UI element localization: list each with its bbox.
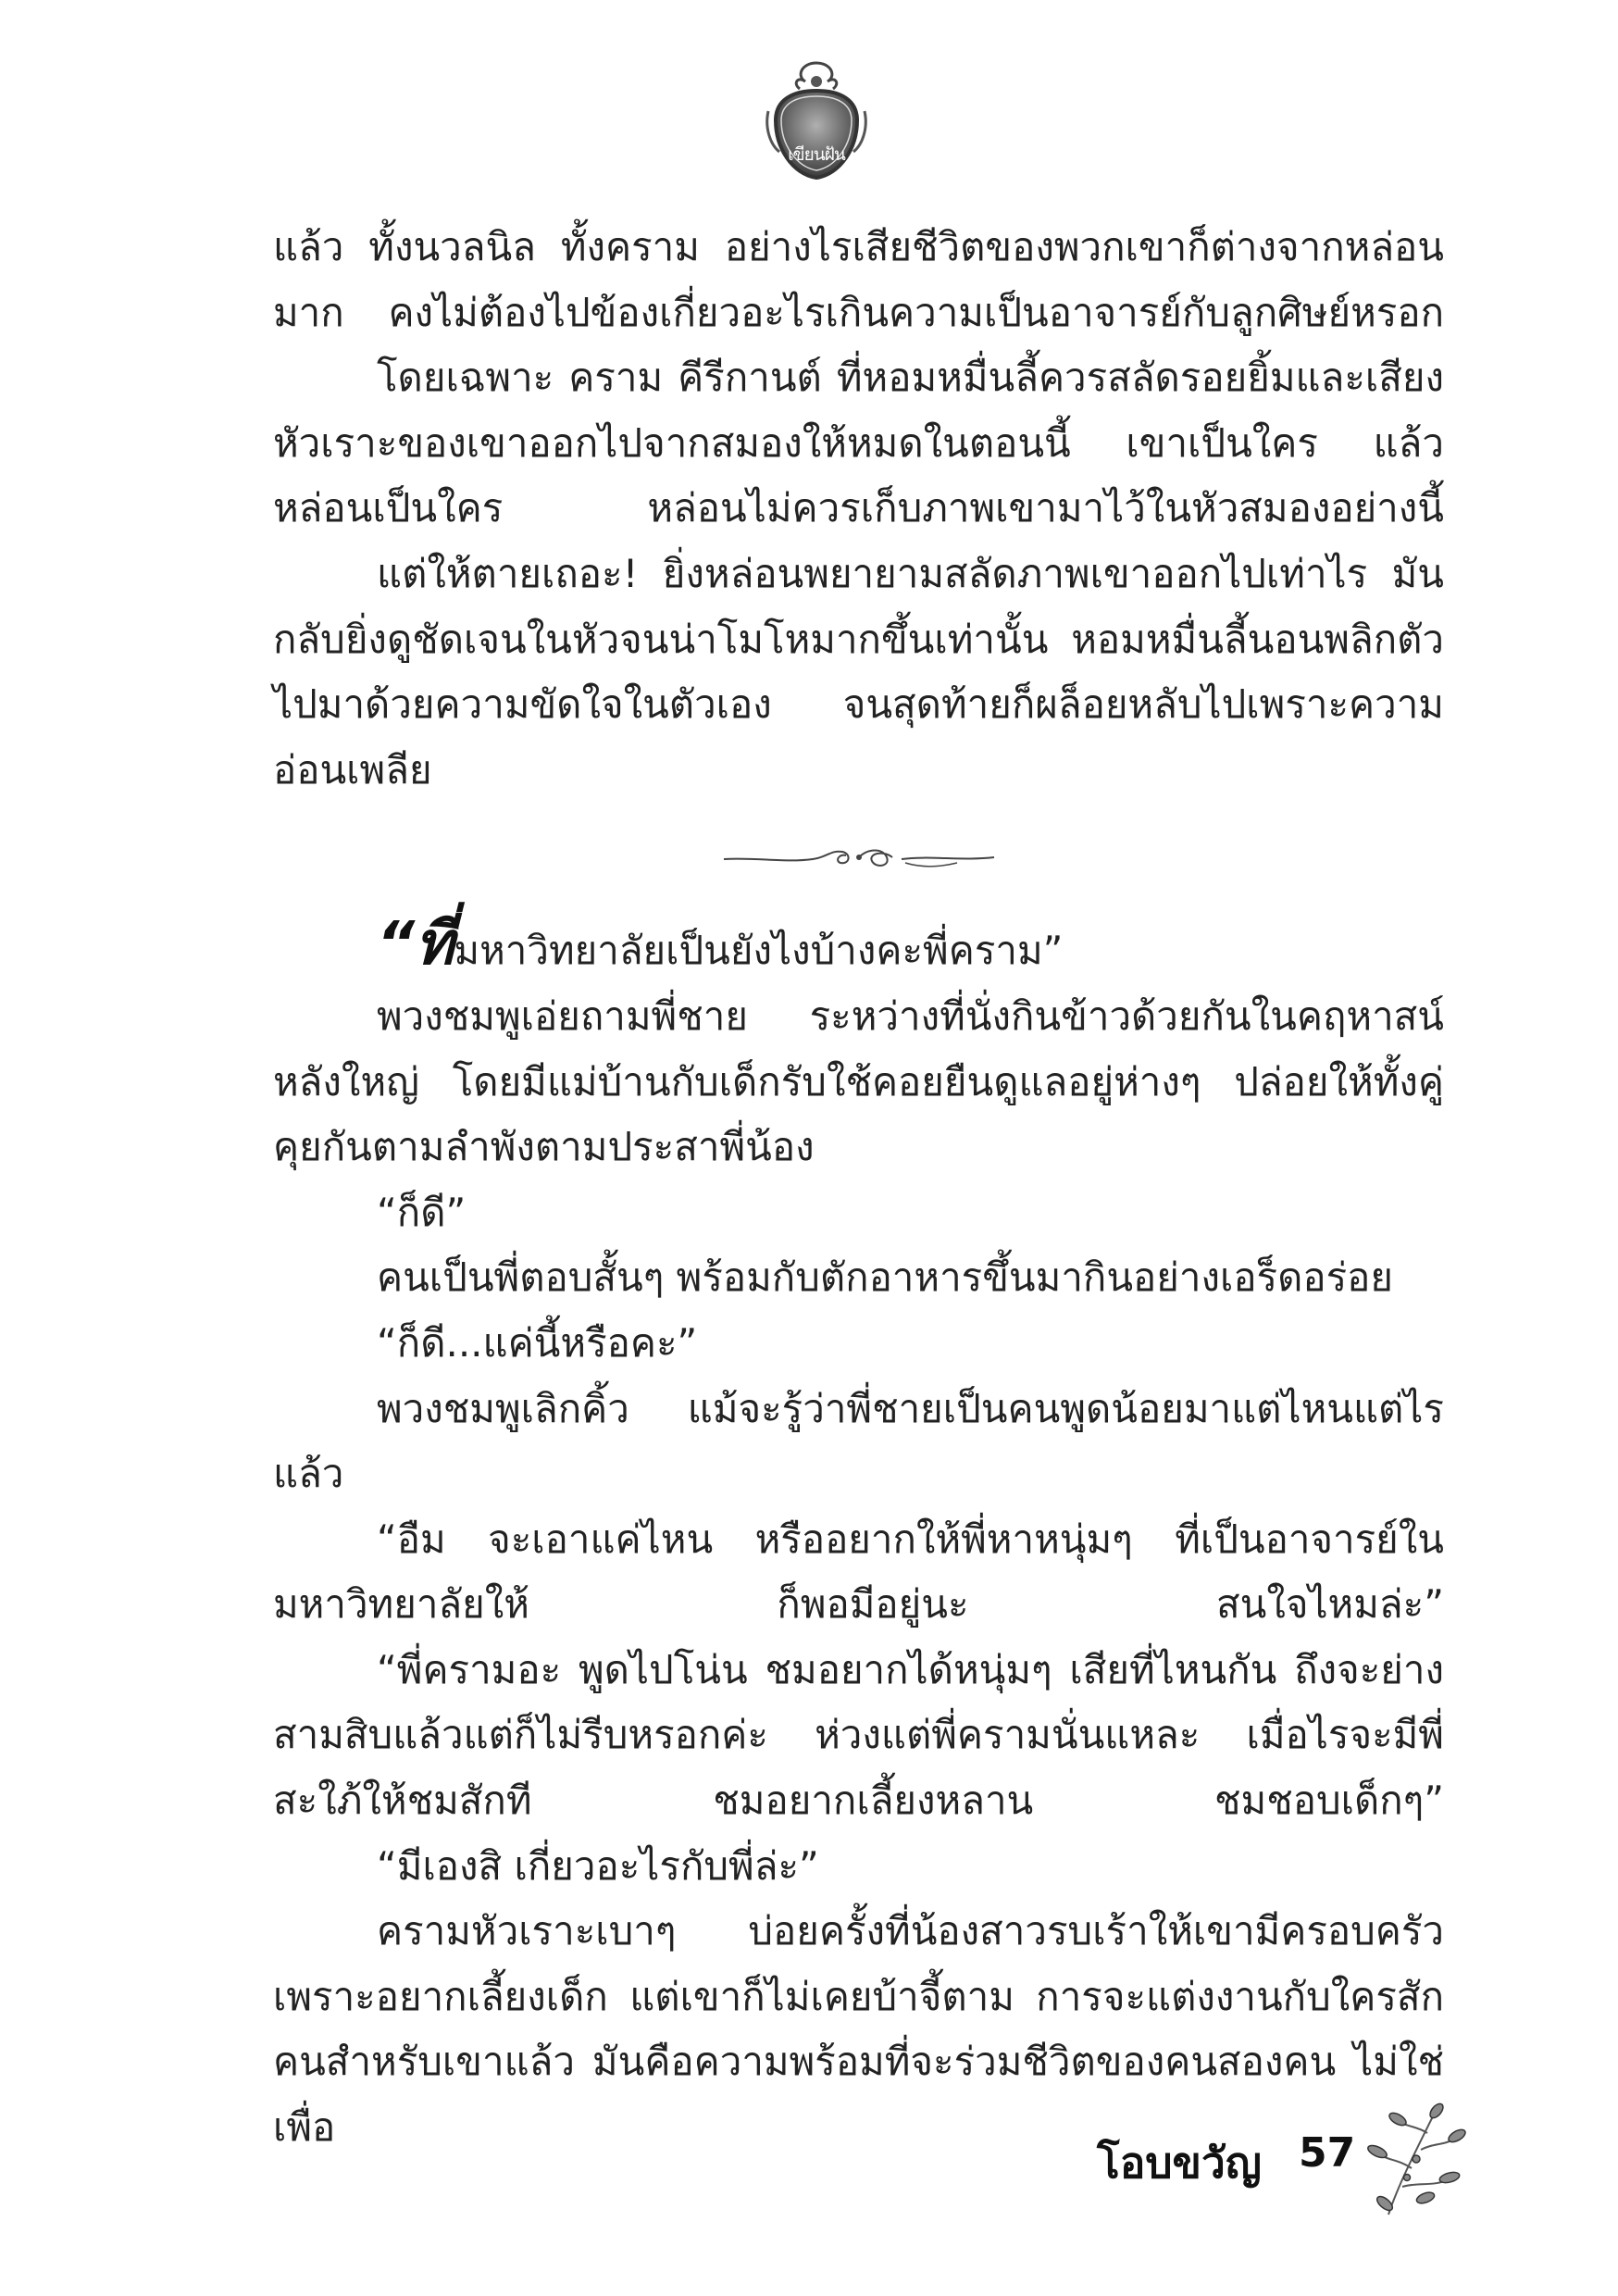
page-body [273, 215, 1444, 2161]
page-footer [1097, 2094, 1486, 2233]
paragraph: พวงชมพูเลิกคิ้ว แม้จะรู้ว่าพี่ชายเป็นคนพูดน้อยมาแต่ไหนแต่ไรแล้ว [273, 1385, 1444, 1497]
paragraph: ครามหัวเราะเบาๆ บ่อยครั้งที่น้องสาวรบเร้าให้เขามีครอบครัวเพราะอยากเลี้ยงเด็ก แต่เขาก็ไม่เคยบ้าจี้ตาม การจะแต่งงานกับใครสักคนสำหรับเขาแล้ว มันคือความพร้อมที่จะร่วมชีวิตของคนสองคน ไม่ใช่เพื่อ [273, 1908, 1444, 2151]
logo-text: เขียนฝัน [788, 144, 845, 165]
paragraph: แต่ให้ตายเถอะ! ยิ่งหล่อนพยายามสลัดภาพเขาออกไปเท่าไร มันกลับยิ่งดูชัดเจนในหัวจนน่าโมโหมากขึ้นเท่านั้น หอมหมื่นลี้นอนพลิกตัวไปมาด้วยความขัดใจในตัวเอง จนสุดท้ายก็ผล็อยหลับไปเพราะความอ่อนเพลีย [273, 550, 1444, 792]
dialogue-opening [273, 912, 1444, 984]
paragraph: “ก็ดี...แค่นี้หรือคะ” [377, 1319, 698, 1366]
paragraph: “อืม จะเอาแค่ไหน หรืออยากให้พี่หาหนุ่มๆ ที่เป็นอาจารย์ในมหาวิทยาลัยให้ ก็พอมีอยู่นะ สนใจไหมล่ะ” [273, 1516, 1444, 1628]
flourish-divider-icon [720, 839, 998, 876]
paragraph: โดยเฉพาะ คราม คีรีกานต์ ที่หอมหมื่นลี้ควรสลัดรอยยิ้มและเสียงหัวเราะของเขาออกไปจากสมองให้หมดในตอนนี้ เขาเป็นใคร แล้วหล่อนเป็นใคร หล่อนไม่ควรเก็บภาพเขามาไว้ในหัวสมองอย่างนี้ [273, 355, 1444, 531]
dropcap-rest: มหาวิทยาลัยเป็นยังไงบ้างคะพี่คราม” [454, 928, 1064, 974]
dropcap [377, 910, 454, 979]
dropcap-word: ที่ [415, 910, 454, 980]
leaf-sprig-icon [1361, 2094, 1467, 2224]
paragraph: คนเป็นพี่ตอบสั้นๆ พร้อมกับตักอาหารขึ้นมากินอย่างเอร็ดอร่อย [377, 1254, 1394, 1301]
publisher-logo [765, 56, 868, 185]
paragraph: แล้ว ทั้งนวลนิล ทั้งคราม อย่างไรเสียชีวิตของพวกเขาก็ต่างจากหล่อนมาก คงไม่ต้องไปข้องเกี่ยวอะไรเกินความเป็นอาจารย์กับลูกศิษย์หรอก [273, 224, 1444, 335]
paragraph: “มีเองสิ เกี่ยวอะไรกับพี่ล่ะ” [377, 1842, 819, 1889]
paragraph: พวงชมพูเอ่ยถามพี่ชาย ระหว่างที่นั่งกินข้าวด้วยกันในคฤหาสน์หลังใหญ่ โดยมีแม่บ้านกับเด็กรับใช้คอยยืนดูแลอยู่ห่างๆ ปล่อยให้ทั้งคู่คุยกันตามลำพังตามประสาพี่น้อง [273, 992, 1444, 1170]
paragraph: “พี่ครามอะ พูดไปโน่น ชมอยากได้หนุ่มๆ เสียที่ไหนกัน ถึงจะย่างสามสิบแล้วแต่ก็ไม่รีบหรอกค่ะ ห่วงแต่พี่ครามนั่นแหละ เมื่อไรจะมีพี่สะใภ้ให้ชมสักที ชมอยากเลี้ยงหลาน ชมชอบเด็กๆ” [273, 1646, 1444, 1824]
book-title: โอบขวัญ [1097, 2138, 1263, 2188]
section-divider [273, 803, 1444, 912]
paragraph: “ก็ดี” [377, 1189, 467, 1235]
dropcap-quote: “ [377, 910, 416, 980]
page-number: 57 [1299, 2129, 1356, 2177]
